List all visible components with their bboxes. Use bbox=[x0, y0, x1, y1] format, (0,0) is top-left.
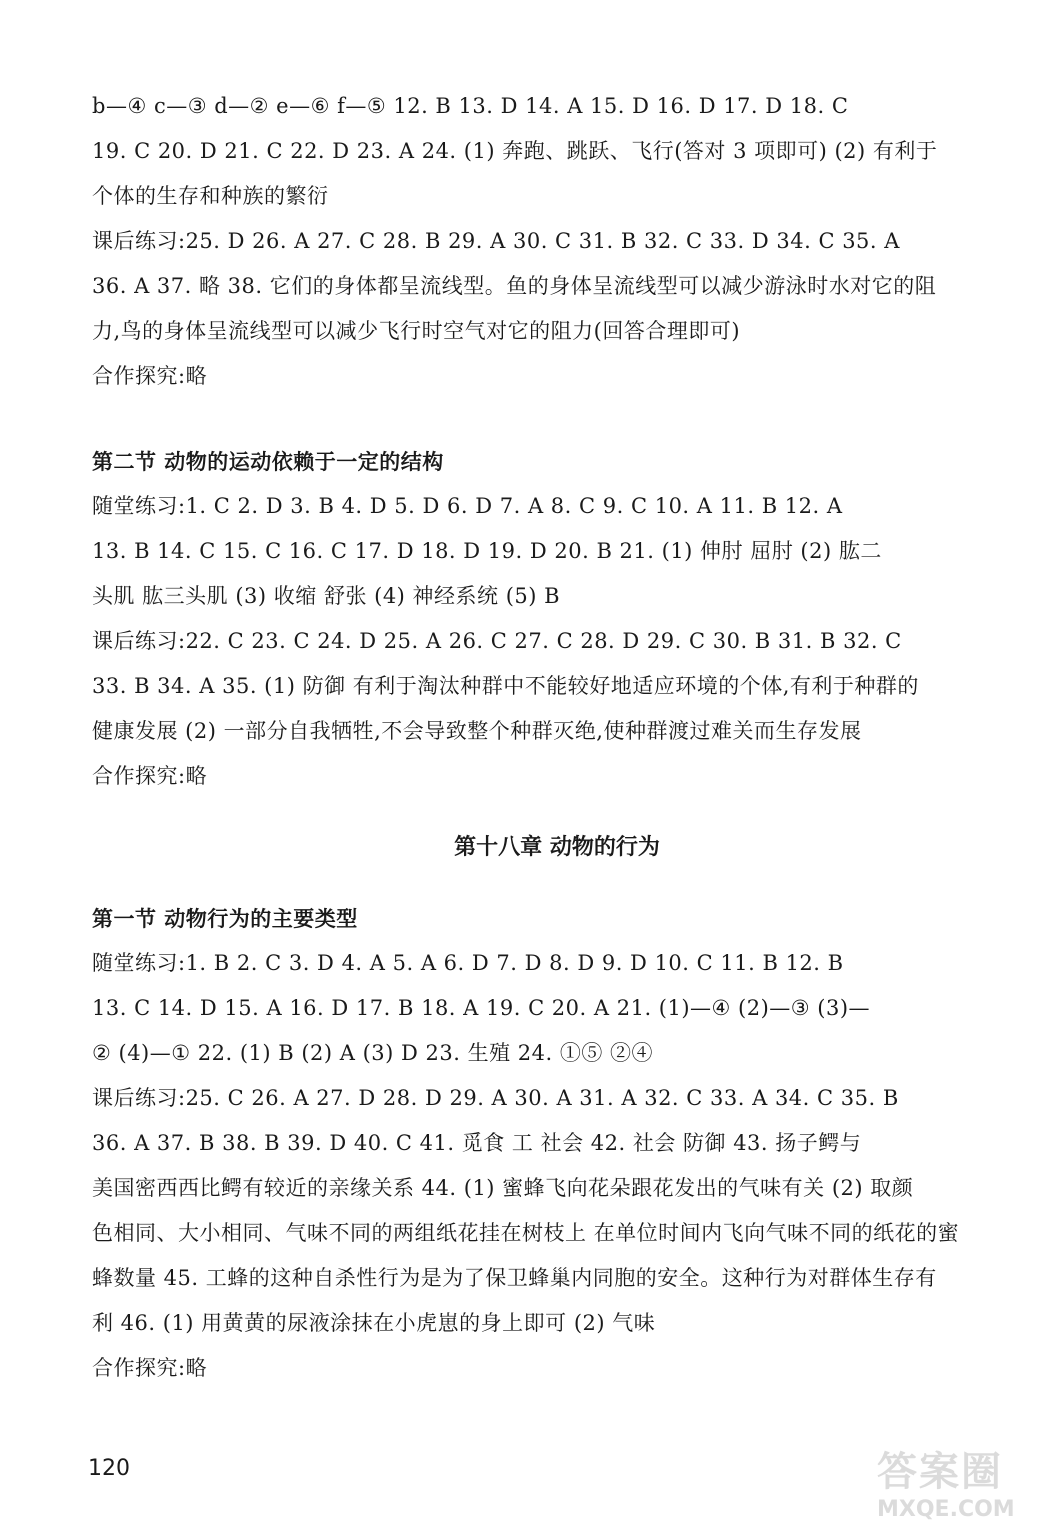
answer-line: 13. B 14. C 15. C 16. C 17. D 18. D 19. D 20. B 21. (1) 伸肘 屈肘 (2) 肱二 bbox=[92, 539, 882, 563]
answer-line: 课后练习:25. C 26. A 27. D 28. D 29. A 30. A 31. A 32. C 33. A 34. C 35. B bbox=[92, 1086, 899, 1110]
answer-line: ② (4)—① 22. (1) B (2) A (3) D 23. 生殖 24. ①⑤ ②④ bbox=[92, 1041, 654, 1065]
answer-line: b—④ c—③ d—② e—⑥ f—⑤ 12. B 13. D 14. A 15. D 16. D 17. D 18. C bbox=[92, 94, 849, 118]
chapter-title: 第十八章 动物的行为 bbox=[454, 834, 660, 860]
answer-line: 36. A 37. B 38. B 39. D 40. C 41. 觅食 工 社会 42. 社会 防御 43. 扬子鳄与 bbox=[92, 1131, 862, 1155]
watermark-url: MXQE.COM bbox=[877, 1497, 1015, 1522]
answer-line: 13. C 14. D 15. A 16. D 17. B 18. A 19. C 20. A 21. (1)—④ (2)—③ (3)— bbox=[92, 996, 871, 1020]
section-heading: 第一节 动物行为的主要类型 bbox=[92, 906, 358, 931]
answer-line: 头肌 肱三头肌 (3) 收缩 舒张 (4) 神经系统 (5) B bbox=[92, 584, 561, 608]
answer-line: 蜂数量 45. 工蜂的这种自杀性行为是为了保卫蜂巢内同胞的安全。这种行为对群体生存有 bbox=[92, 1266, 937, 1290]
answer-line: 19. C 20. D 21. C 22. D 23. A 24. (1) 奔跑、跳跃、飞行(答对 3 项即可) (2) 有利于 bbox=[92, 139, 938, 163]
answer-page bbox=[92, 84, 992, 1391]
answer-line: 课后练习:22. C 23. C 24. D 25. A 26. C 27. C 28. D 29. C 30. B 31. B 32. C bbox=[92, 629, 902, 653]
answer-line: 合作探究:略 bbox=[92, 364, 208, 388]
answer-line: 合作探究:略 bbox=[92, 764, 208, 788]
answer-line: 合作探究:略 bbox=[92, 1356, 208, 1380]
answer-line: 美国密西西比鳄有较近的亲缘关系 44. (1) 蜜蜂飞向花朵跟花发出的气味有关 (2) 取颜 bbox=[92, 1176, 914, 1200]
answer-line: 随堂练习:1. B 2. C 3. D 4. A 5. A 6. D 7. D 8. D 9. D 10. C 11. B 12. B bbox=[92, 951, 844, 975]
watermark-text: 答案圈 bbox=[877, 1449, 1003, 1495]
answer-line: 力,鸟的身体呈流线型可以减少飞行时空气对它的阻力(回答合理即可) bbox=[92, 319, 741, 343]
answer-line: 色相同、大小相同、气味不同的两组纸花挂在树枝上 在单位时间内飞向气味不同的纸花的蜜 bbox=[92, 1221, 960, 1245]
answer-line: 个体的生存和种族的繁衍 bbox=[92, 184, 329, 208]
answer-line: 33. B 34. A 35. (1) 防御 有利于淘汰种群中不能较好地适应环境的个体,有利于种群的 bbox=[92, 674, 919, 698]
answer-line: 课后练习:25. D 26. A 27. C 28. B 29. A 30. C 31. B 32. C 33. D 34. C 35. A bbox=[92, 229, 900, 253]
answer-line: 利 46. (1) 用黄黄的尿液涂抹在小虎崽的身上即可 (2) 气味 bbox=[92, 1311, 656, 1335]
answer-line: 随堂练习:1. C 2. D 3. B 4. D 5. D 6. D 7. A 8. C 9. C 10. A 11. B 12. A bbox=[92, 494, 843, 518]
watermark-logo bbox=[877, 1440, 1027, 1530]
answer-line: 36. A 37. 略 38. 它们的身体都呈流线型。鱼的身体呈流线型可以减少游泳时水对它的阻 bbox=[92, 274, 937, 298]
answer-line: 健康发展 (2) 一部分自我牺牲,不会导致整个种群灭绝,使种群渡过难关而生存发展 bbox=[92, 719, 862, 743]
page-number: 120 bbox=[88, 1456, 130, 1481]
section-heading: 第二节 动物的运动依赖于一定的结构 bbox=[92, 449, 444, 474]
